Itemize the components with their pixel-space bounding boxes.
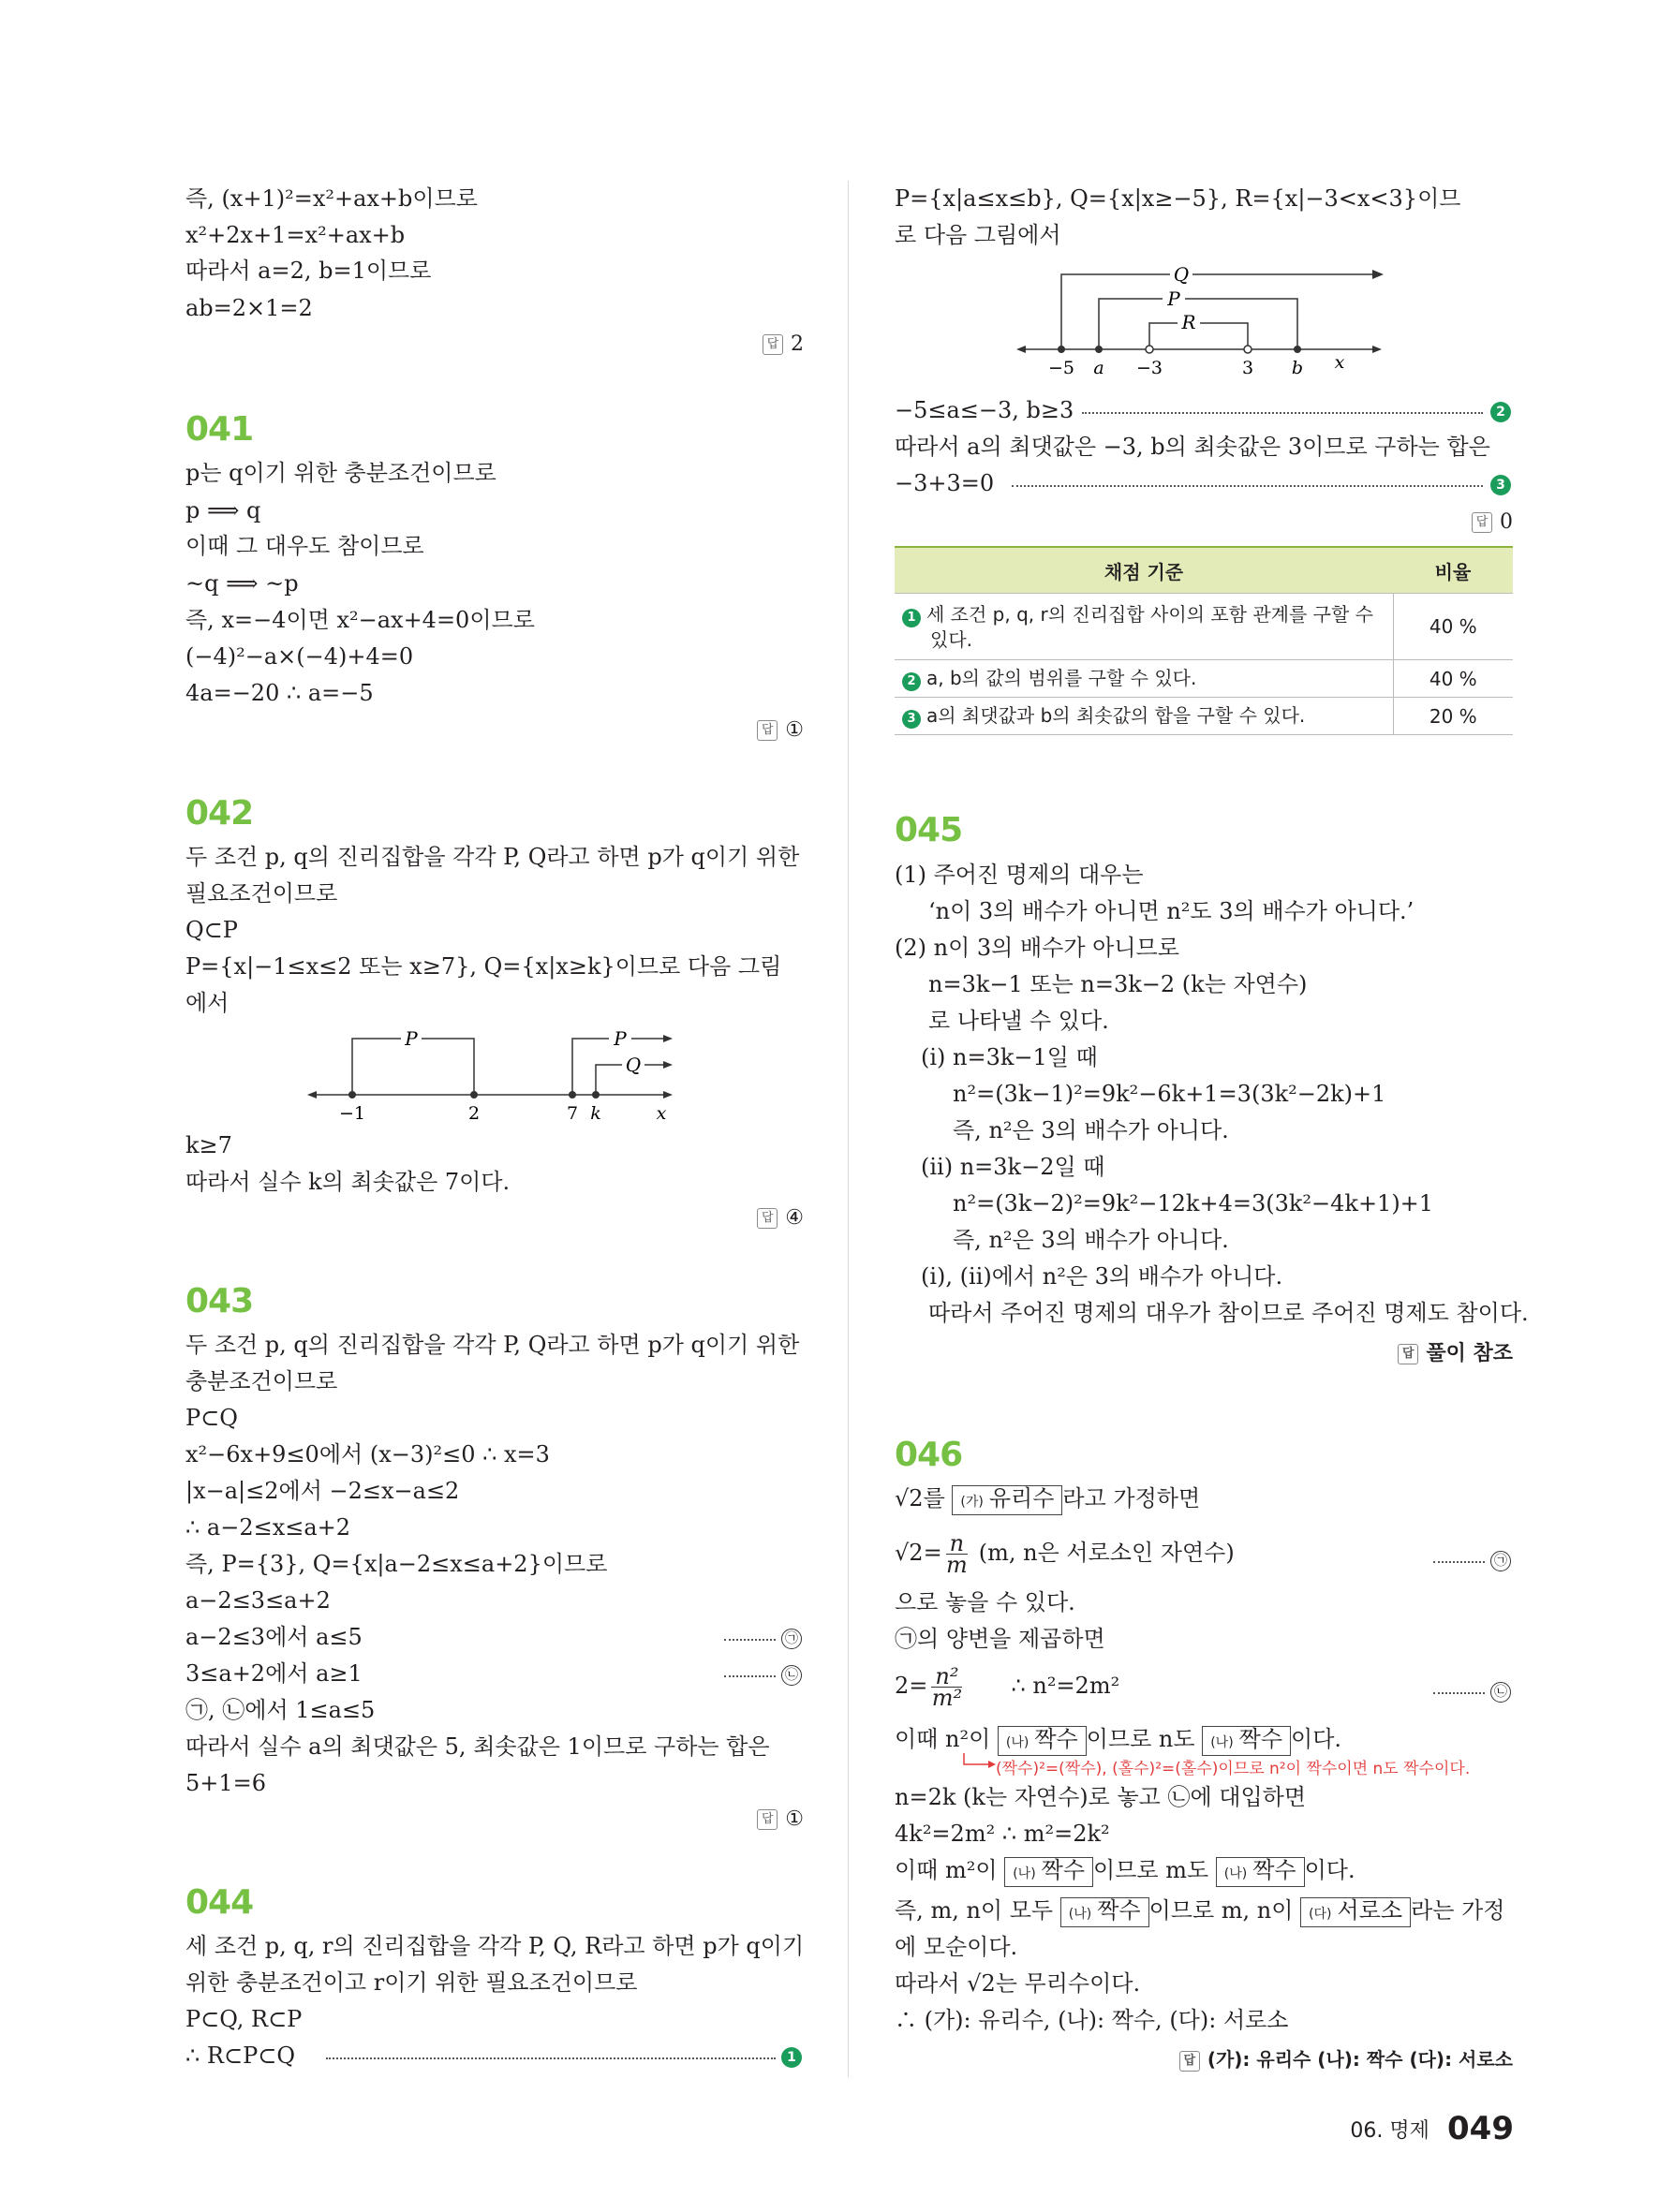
label-Q: Q <box>625 1054 642 1076</box>
table-row <box>895 594 1513 660</box>
text-line: p ⟹ q <box>185 497 261 524</box>
text-line: n²=(3k−2)²=9k²−12k+4=3(3k²−4k+1)+1 <box>953 1190 1434 1217</box>
hook-arrow-icon <box>960 1751 998 1776</box>
marker-2: ㉡ <box>781 1665 802 1686</box>
text-line: 에서 <box>185 990 230 1016</box>
text-line: 즉, (x+1)²=x²+ax+b이므로 <box>185 185 478 212</box>
blank-na: (나) 짝수 <box>1060 1897 1149 1927</box>
label-P: P <box>1167 288 1180 310</box>
text-line: Q⊂P <box>185 917 238 943</box>
text-line: 2= $\frac{\text{n²}}{\text{m²}}$ ∴ n²=2m² <box>895 1663 1120 1711</box>
text-line: 두 조건 p, q의 진리집합을 각각 P, Q라고 하면 p가 q이기 위한 <box>185 1332 800 1358</box>
text-line: 즉, P={3}, Q={x|a−2≤x≤a+2}이므로 <box>185 1551 608 1577</box>
blank-ga: (가) 유리수 <box>952 1485 1062 1515</box>
dotted-leader <box>1012 485 1483 487</box>
text-line: 4a=−20 ∴ a=−5 <box>185 680 374 706</box>
table-header: 채점 기준 <box>895 547 1393 594</box>
number-line-diagram <box>1016 258 1391 379</box>
text-line: 로 나타낼 수 있다. <box>928 1008 1109 1034</box>
text-line: 따라서 a의 최댓값은 −3, b의 최솟값은 3이므로 구하는 합은 <box>895 434 1490 460</box>
dotted-leader <box>1433 1692 1485 1694</box>
tick-label: −1 <box>338 1103 366 1124</box>
text-line: ∴ R⊂P⊂Q <box>185 2042 296 2069</box>
answer-icon: 답 <box>1398 1344 1418 1364</box>
arrow-icon <box>1372 270 1384 279</box>
step-badge: 3 <box>902 710 921 729</box>
criteria-text: a의 최댓값과 b의 최솟값의 합을 구할 수 있다. <box>926 704 1306 727</box>
answer: 답 2 <box>763 332 804 356</box>
text-line: 두 조건 p, q의 진리집합을 각각 P, Q라고 하면 p가 q이기 위한 <box>185 844 800 870</box>
text-line: 로 다음 그림에서 <box>895 222 1061 248</box>
arrow-icon <box>663 1061 673 1069</box>
tick-label: a <box>1093 358 1104 378</box>
blank-na: (나) 짝수 <box>1202 1726 1291 1756</box>
column-divider <box>848 181 849 2077</box>
problem-number: 043 <box>185 1282 254 1320</box>
text-line: ∴ a−2≤x≤a+2 <box>185 1514 351 1541</box>
text-line: 즉, m, n이 모두 (나) 짝수 이므로 m, n이 (다) 서로소 라는 가정 <box>895 1896 1504 1927</box>
answer: 답 풀이 참조 <box>1398 1337 1513 1366</box>
step-badge: 3 <box>1490 475 1511 495</box>
answer: 답 ① <box>757 718 804 742</box>
text-line: (2) n이 3의 배수가 아니므로 <box>895 935 1179 961</box>
text-line: 4k²=2m² ∴ m²=2k² <box>895 1821 1110 1847</box>
ratio-cell: 40 % <box>1393 660 1513 698</box>
right-arrow-icon <box>663 1091 673 1099</box>
blank-na: (나) 짝수 <box>1004 1857 1093 1887</box>
text-line: 이때 n²이 (나) 짝수 이므로 n도 (나) 짝수 이다. <box>895 1725 1341 1756</box>
text-line: a−2≤3≤a+2 <box>185 1587 331 1614</box>
tick-label: 7 <box>566 1103 579 1124</box>
text-line: 즉, x=−4이면 x²−ax+4=0이므로 <box>185 607 535 633</box>
text-line: x²−6x+9≤0에서 (x−3)²≤0 ∴ x=3 <box>185 1441 550 1467</box>
text-line: ㉠, ㉡에서 1≤a≤5 <box>185 1697 376 1723</box>
text-line: ab=2×1=2 <box>185 295 313 321</box>
text-line: p는 q이기 위한 충분조건이므로 <box>185 460 496 486</box>
tick-label: b <box>1291 358 1304 378</box>
axis-label: x <box>656 1103 667 1124</box>
step-badge: 1 <box>902 609 921 627</box>
text-line: (ⅰ) n=3k−1일 때 <box>921 1044 1098 1070</box>
answer: 답 ④ <box>757 1206 804 1230</box>
label-P: P <box>405 1027 418 1050</box>
tick-label: −3 <box>1135 358 1163 378</box>
text-line: n²=(3k−1)²=9k²−6k+1=3(3k²−2k)+1 <box>953 1081 1386 1107</box>
text-line: 따라서 주어진 명제의 대우가 참이므로 주어진 명제도 참이다. <box>928 1300 1529 1326</box>
step-badge: 2 <box>1490 402 1511 422</box>
text-line: 필요조건이므로 <box>185 880 338 907</box>
text-line: 3≤a+2에서 a≥1 <box>185 1660 363 1687</box>
text-line: −5≤a≤−3, b≥3 <box>895 397 1074 423</box>
blank-na: (나) 짝수 <box>998 1726 1087 1756</box>
text-line: n=3k−1 또는 n=3k−2 (k는 자연수) <box>928 971 1308 997</box>
page-number: 049 <box>1447 2110 1514 2147</box>
text-line: ‘n이 3의 배수가 아니면 n²도 3의 배수가 아니다.’ <box>928 898 1415 924</box>
text-line: 이때 m²이 (나) 짝수 이므로 m도 (나) 짝수 이다. <box>895 1856 1355 1887</box>
tick-label: 3 <box>1241 358 1254 378</box>
grading-table <box>895 546 1513 735</box>
problem-number: 041 <box>185 410 254 449</box>
text-line: 충분조건이므로 <box>185 1368 338 1394</box>
number-line-diagram <box>307 1025 682 1128</box>
text-line: 에 모순이다. <box>895 1934 1018 1960</box>
text-line: 이때 그 대우도 참이므로 <box>185 533 424 559</box>
marker-1: ㉠ <box>781 1629 802 1649</box>
right-arrow-icon <box>1372 346 1382 353</box>
problem-number: 042 <box>185 794 254 833</box>
text-line: 위한 충분조건이고 r이기 위한 필요조건이므로 <box>185 1969 638 1996</box>
step-badge: 1 <box>781 2047 802 2068</box>
set-Q-bracket <box>1061 274 1372 349</box>
criteria-text: 세 조건 p, q, r의 진리집합 사이의 포함 관계를 구할 수 <box>926 602 1373 626</box>
marker-2: ㉡ <box>1490 1682 1511 1703</box>
table-row <box>895 660 1513 698</box>
label-P: P <box>614 1027 627 1050</box>
step-badge: 2 <box>902 672 921 691</box>
arrow-icon <box>663 1035 673 1042</box>
text-line: ㉠의 양변을 제곱하면 <box>895 1626 1105 1652</box>
text-line: 따라서 a=2, b=1이므로 <box>185 258 432 284</box>
text-line: ∴ (가): 유리수, (나): 짝수, (다): 서로소 <box>895 2007 1289 2033</box>
criteria-text: 있다. <box>930 627 972 651</box>
problem-number: 046 <box>895 1436 963 1474</box>
page-footer <box>1350 2110 1514 2147</box>
text-line: (ⅰ), (ⅱ)에서 n²은 3의 배수가 아니다. <box>921 1263 1283 1290</box>
text-line: 세 조건 p, q, r의 진리집합을 각각 P, Q, R라고 하면 p가 q이기 <box>185 1933 805 1959</box>
text-line: √2를 (가) 유리수 라고 가정하면 <box>895 1484 1200 1515</box>
marker-1: ㉠ <box>1490 1551 1511 1571</box>
left-arrow-icon <box>307 1091 317 1099</box>
text-line: 따라서 실수 k의 최솟값은 7이다. <box>185 1169 511 1195</box>
text-line: P={x|a≤x≤b}, Q={x|x≥−5}, R={x|−3<x<3}이므 <box>895 185 1461 212</box>
label-R: R <box>1181 311 1196 333</box>
text-line: 으로 놓을 수 있다. <box>895 1589 1075 1615</box>
answer: 답 ① <box>757 1807 804 1831</box>
problem-number: 045 <box>895 811 963 849</box>
dotted-leader <box>1433 1561 1485 1563</box>
text-line: √2= $\frac{n}{m}$ (m, n은 서로소인 자연수) <box>895 1530 1235 1578</box>
text-line: P⊂Q, R⊂P <box>185 2006 303 2032</box>
answer-icon: 답 <box>757 1208 778 1229</box>
table-header: 비율 <box>1393 547 1513 594</box>
text-line: 따라서 실수 a의 최댓값은 5, 최솟값은 1이므로 구하는 합은 <box>185 1733 770 1760</box>
text-line: |x−a|≤2에서 −2≤x−a≤2 <box>185 1478 460 1504</box>
table-header-row <box>895 547 1513 594</box>
table-row <box>895 698 1513 735</box>
dotted-leader <box>724 1675 776 1677</box>
dotted-leader <box>724 1639 776 1641</box>
dotted-leader <box>326 2057 776 2059</box>
annotation-note: (짝수)²=(짝수), (홀수)²=(홀수)이므로 n²이 짝수이면 n도 짝수이다. <box>996 1760 1471 1778</box>
text-line: 즉, n²은 3의 배수가 아니다. <box>953 1227 1229 1253</box>
text-line: P⊂Q <box>185 1405 238 1431</box>
answer-icon: 답 <box>757 1809 778 1830</box>
tick-label: k <box>590 1103 601 1124</box>
text-line: (ⅱ) n=3k−2일 때 <box>921 1154 1105 1180</box>
tick-label: −5 <box>1047 358 1075 378</box>
criteria-text: a, b의 값의 범위를 구할 수 있다. <box>926 667 1197 689</box>
ratio-cell: 20 % <box>1393 698 1513 735</box>
blank-da: (다) 서로소 <box>1300 1897 1411 1927</box>
text-line: (−4)²−a×(−4)+4=0 <box>185 643 414 670</box>
problem-number: 044 <box>185 1883 254 1922</box>
ratio-cell: 40 % <box>1393 594 1513 660</box>
blank-na: (나) 짝수 <box>1216 1857 1305 1887</box>
answer-icon: 답 <box>763 334 783 355</box>
label-Q: Q <box>1173 263 1190 286</box>
text-line: x²+2x+1=x²+ax+b <box>185 222 406 248</box>
answer-icon: 답 <box>1179 2051 1200 2072</box>
axis-label: x <box>1334 352 1345 373</box>
answer-icon: 답 <box>757 720 778 741</box>
answer-icon: 답 <box>1472 512 1492 533</box>
text-line: (1) 주어진 명제의 대우는 <box>895 862 1144 888</box>
text-line: 즉, n²은 3의 배수가 아니다. <box>953 1117 1229 1143</box>
text-line: a−2≤3에서 a≤5 <box>185 1624 363 1650</box>
text-line: 따라서 √2는 무리수이다. <box>895 1970 1141 1997</box>
answer: 답 (가): 유리수 (나): 짝수 (다): 서로소 <box>1179 2044 1513 2072</box>
text-line: P={x|−1≤x≤2 또는 x≥7}, Q={x|x≥k}이므로 다음 그림 <box>185 953 782 980</box>
text-line: −3+3=0 <box>895 470 995 496</box>
dotted-leader <box>1082 412 1483 414</box>
text-line: k≥7 <box>185 1132 232 1158</box>
left-arrow-icon <box>1016 346 1026 353</box>
text-line: 5+1=6 <box>185 1770 267 1796</box>
text-line: ~q ⟹ ~p <box>185 570 299 597</box>
tick-label: 2 <box>467 1103 481 1124</box>
section-title: 06. 명제 <box>1350 2118 1429 2143</box>
answer: 답 0 <box>1472 510 1513 534</box>
text-line: n=2k (k는 자연수)로 놓고 ㉡에 대입하면 <box>895 1784 1307 1810</box>
